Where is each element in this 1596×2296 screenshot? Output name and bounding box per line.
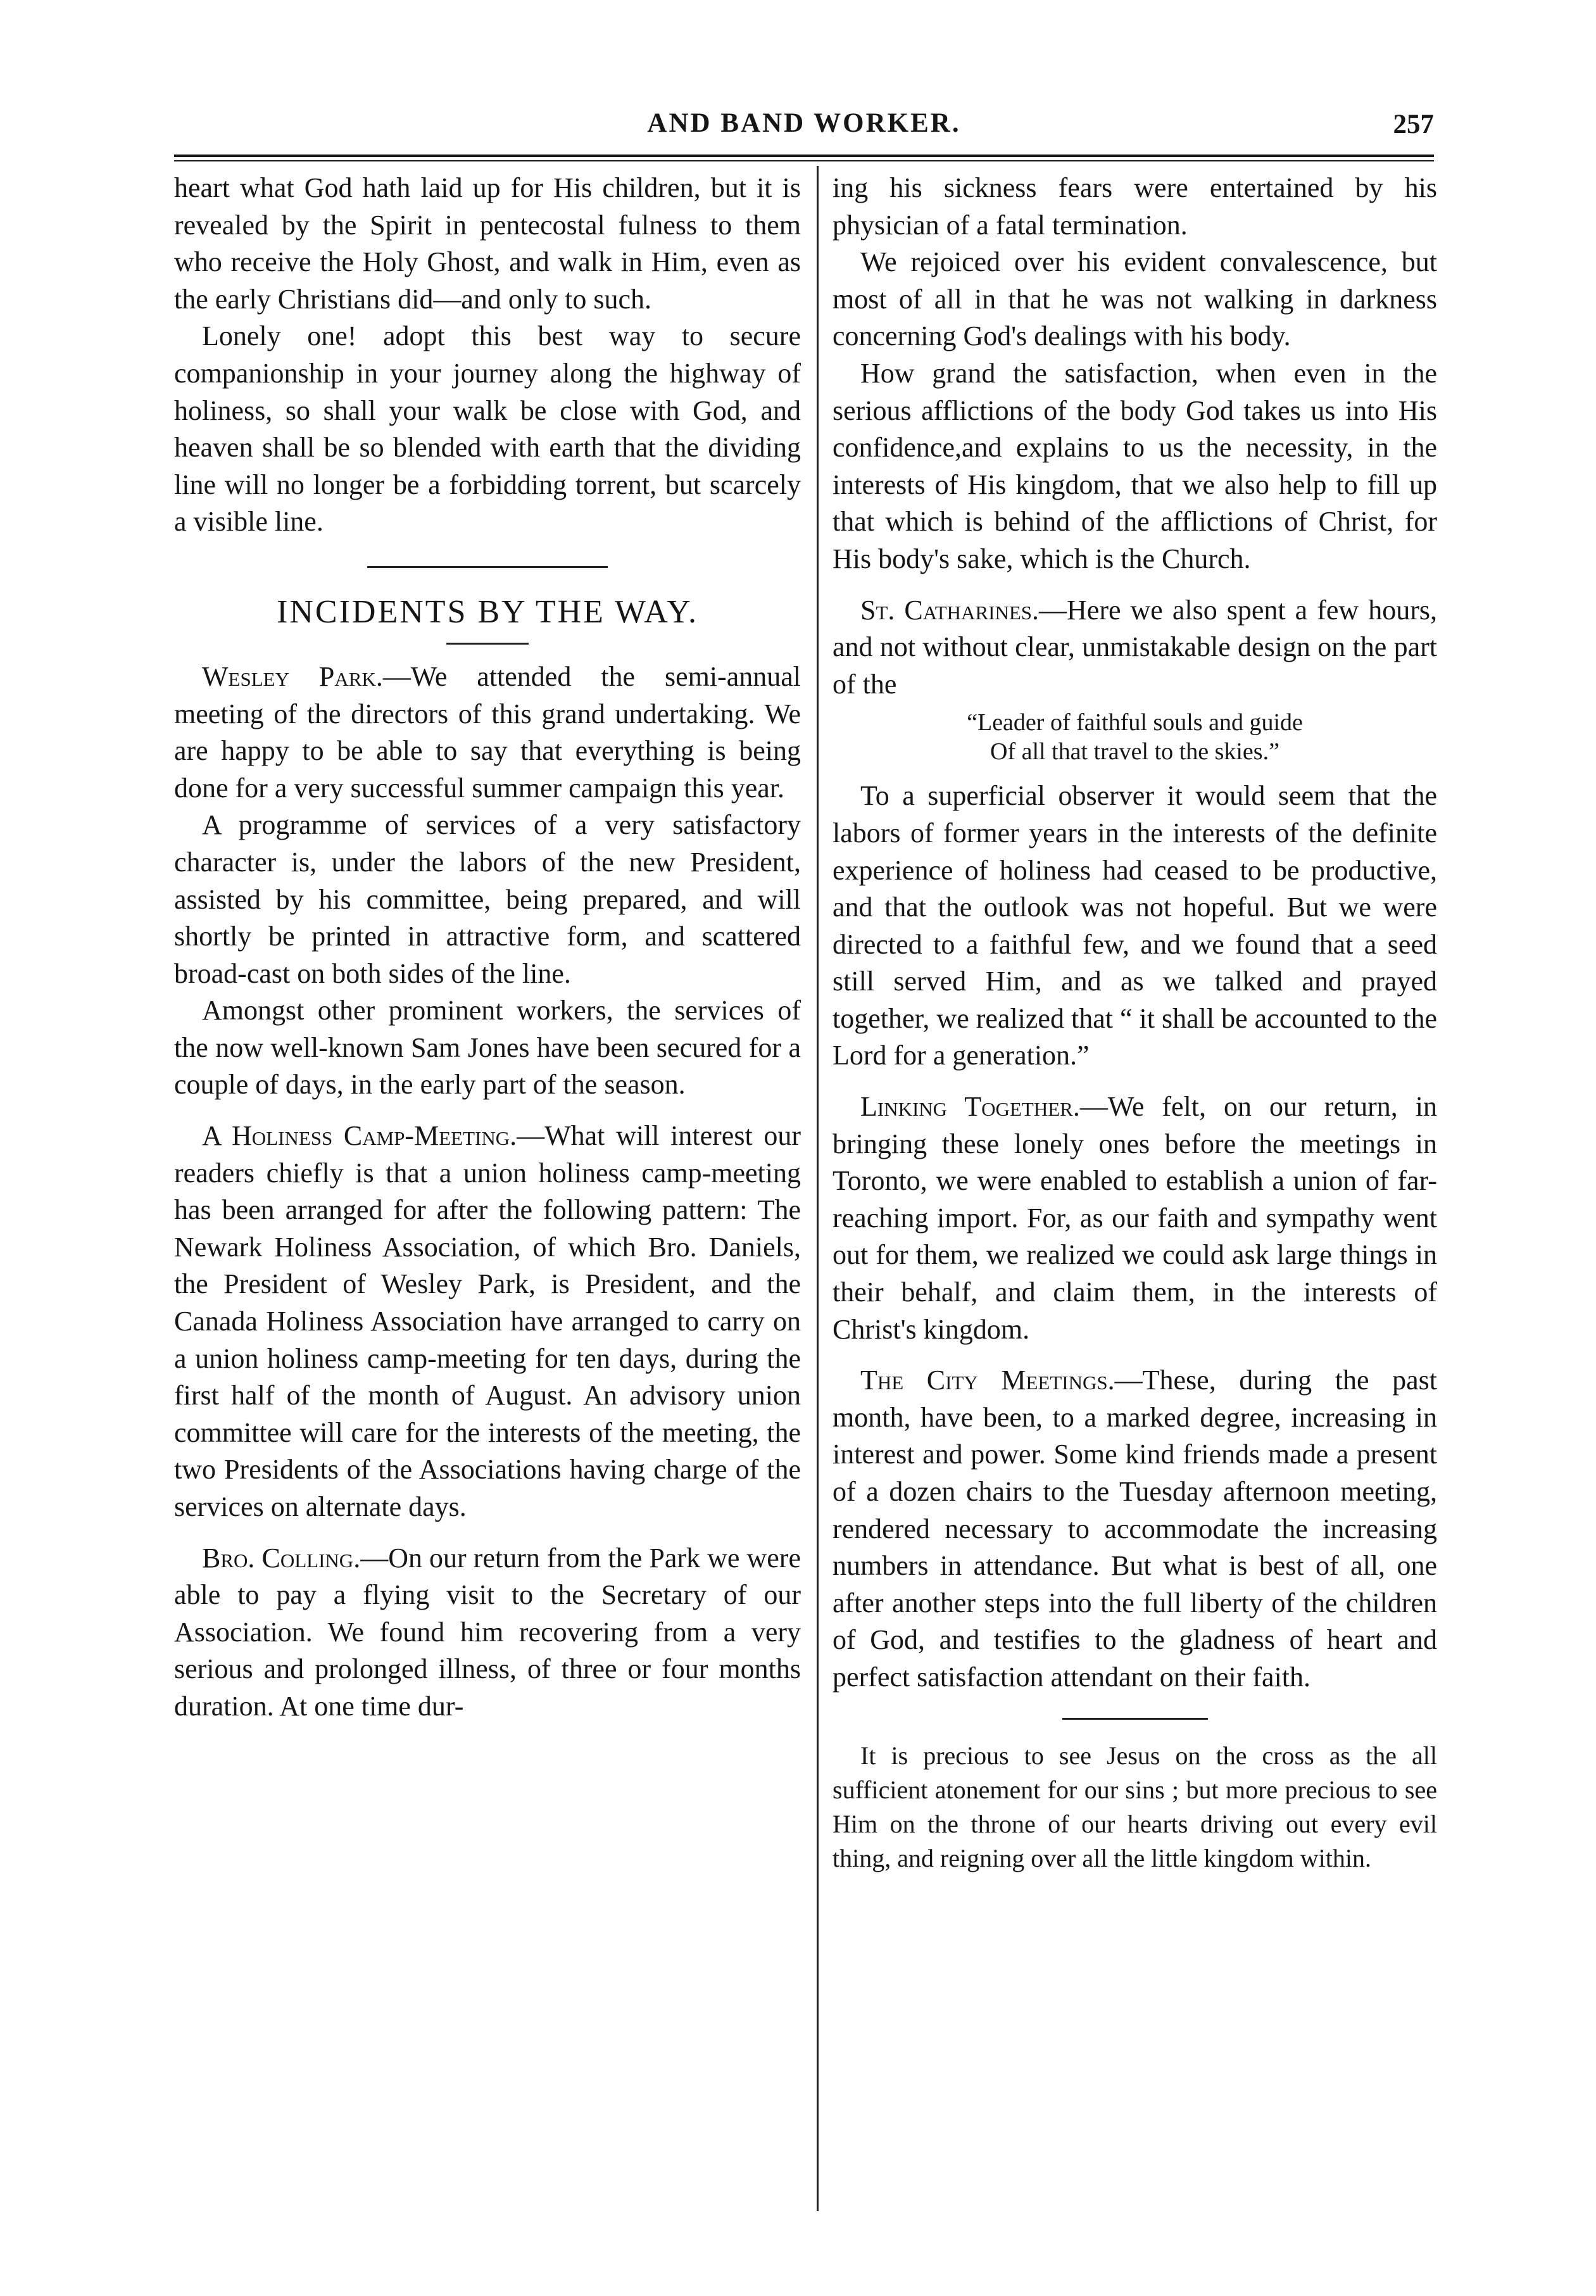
section-divider	[367, 566, 608, 568]
paragraph: ing his sickness fears were entertained by his physician of a fatal termination.	[833, 172, 1437, 241]
run-in-head: Bro. Colling.	[202, 1542, 361, 1574]
paragraph: Amongst other prominent workers, the services of the now well-known Sam Jones have been secured for a couple of days, in the early part of the season.	[174, 995, 801, 1101]
left-column	[174, 170, 801, 1725]
paragraph: To a superficial observer it would seem that the labors of former years in the interests of the definite experience of holiness had ceased to be productive, and that the outlook was not hopeful. But we were directed to a faithful few, and we found that a seed still served Him, and as we talked and prayed together, we realized that “ it shall be accounted to the Lord for a generation.”	[833, 780, 1437, 1071]
paragraph-text: —On our return from the Park we were able to pay a flying visit to the Secretary of our Association. We found him recovering from a very serious and prolonged illness, of three or four months duration. At one time dur-	[174, 1542, 801, 1722]
run-in-head: The City Meetings.	[860, 1365, 1115, 1396]
quote-line: “Leader of faithful souls and guide	[967, 709, 1303, 736]
page-number: 257	[1393, 110, 1434, 139]
paragraph: How grand the satisfaction, when even in the serious afflictions of the body God takes us into His confidence,and explains to us the necessity, in the interests of His kingdom, that we also help to fill up that which is behind of the afflictions of Christ, for His body's sake, which is the Church.	[833, 357, 1437, 574]
closing-paragraph: It is precious to see Jesus on the cross as the all sufficient atonement for our sins ; but more precious to see Him on the throne of our hearts driving out every evil thing, and reigning over all the little kingdom within.	[833, 1741, 1437, 1872]
section-title: INCIDENTS BY THE WAY.	[277, 593, 698, 630]
paragraph-text: —These, during the past month, have been, to a marked degree, increasing in interest and power. Some kind friends made a present of a dozen chairs to the Tuesday afternoon meeting, rendered necessary to accommodate the increasing numbers in attendance. But what is best of all, one after another steps into the full liberty of the children of God, and testifies to the gladness of heart and perfect satisfaction attendant on their faith.	[833, 1365, 1437, 1693]
paragraph-camp-meeting	[174, 1118, 801, 1526]
paragraph-text: —Here we also spent a few hours, and not without clear, unmistakable design on the part of the	[833, 594, 1437, 700]
run-in-head: A Holiness Camp-Meeting.	[202, 1120, 517, 1152]
paragraph-text: —We attended the semi-annual meeting of the directors of this grand undertaking. We are happy to be able to say that everything is being done for a very successful summer campaign this year.	[174, 660, 801, 804]
hymn-quote	[833, 708, 1437, 766]
header-rule-thin	[174, 160, 1434, 161]
paragraph: A programme of services of a very satisfactory character is, under the labors of the new President, assisted by his committee, being prepared, and will shortly be printed in attractive form, and scattered broad-cast on both sides of the line.	[174, 809, 801, 989]
paragraph-st-catharines	[833, 592, 1437, 703]
paragraph-city-meetings	[833, 1362, 1437, 1696]
paragraph-bro-colling	[174, 1540, 801, 1725]
paragraph-text: —We felt, on our return, in bringing these lonely ones before the meetings in Toronto, we were enabled to establish a union of far-reaching import. For, as our faith and sympathy went out for them, we realized we could ask large things in their behalf, and claim them, in the interests of Christ's kingdom.	[833, 1091, 1437, 1345]
section-divider	[1062, 1718, 1208, 1720]
paragraph-text: —What will interest our readers chiefly is that a union holiness camp-meeting has been arranged for after the following pattern: The Newark Holiness Association, of which Bro. Daniels, the President of Wesley Park, is President, and the Canada Holiness Association have arranged to carry on a union holiness camp-meeting for ten days, during the first half of the month of August. An advisory union committee will care for the interests of the meeting, the two Presidents of the Associations having charge of the services on alternate days.	[174, 1120, 801, 1522]
paragraph: heart what God hath laid up for His children, but it is revealed by the Spirit in pentecostal fulness to them who receive the Holy Ghost, and walk in Him, even as the early Christians did—and only to such.	[174, 172, 801, 315]
title-underline	[446, 643, 529, 645]
page-header	[174, 108, 1434, 152]
right-column	[833, 170, 1437, 1876]
paragraph: We rejoiced over his evident convalescence, but most of all in that he was not walking in darkness concerning God's dealings with his body.	[833, 246, 1437, 352]
run-in-head: Wesley Park.	[202, 660, 383, 692]
running-title: AND BAND WORKER.	[647, 108, 961, 138]
quote-line: Of all that travel to the skies.”	[990, 738, 1279, 766]
run-in-head: St. Catharines.	[860, 594, 1040, 626]
paragraph: Lonely one! adopt this best way to secure companionship in your journey along the highway of holiness, so shall your walk be close with God, and heaven shall be so blended with earth that the dividing line will no longer be a forbidding torrent, but scarcely a visible line.	[174, 320, 801, 538]
header-rule	[174, 155, 1434, 157]
column-divider	[817, 166, 819, 2211]
paragraph-linking-together	[833, 1088, 1437, 1348]
run-in-head: Linking Together.	[860, 1091, 1080, 1123]
paragraph-wesley-park	[174, 659, 801, 807]
